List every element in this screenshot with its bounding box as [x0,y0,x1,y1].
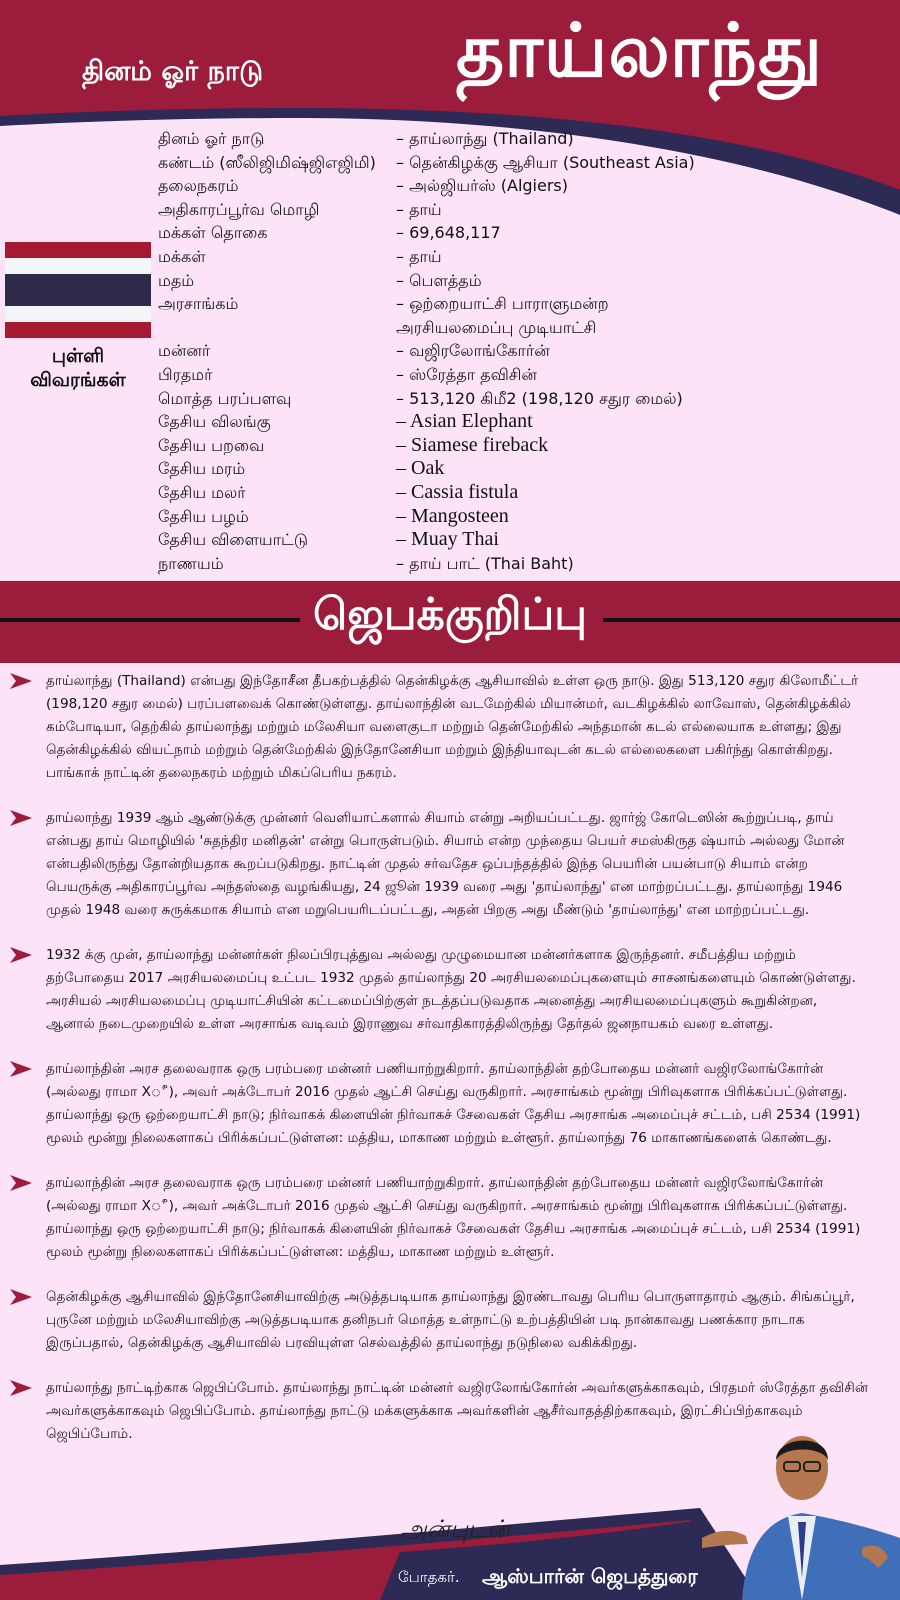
fact-value: – அல்ஜியர்ஸ் (Algiers) [396,176,568,196]
prayer-point [10,1172,870,1264]
prayer-point-text: தாய்லாந்தின் அரச தலைவராக ஒரு பரம்பரை மன்னர் பணியாற்றுகிறார். தாய்லாந்தின் தற்போதைய மன்னர் வஜிரலோங்கோர்ன் (அல்லது ராமா Xீ), அவர் அக்டோபர் 2016 முதல் ஆட்சி செய்து வருகிறார். அரசாங்கம் மூன்று பிரிவுகளாக பிரிக்கப்பட்டுள்ளது. தாய்லாந்து ஒரு ஒற்றையாட்சி நாடு; நிர்வாகக் கிளையின் நிர்வாகச் சேவைகள் தேசிய அரசாங்க அமைப்புச் சட்டம், பசி 2534 (1991) மூலம் மூன்று நிலைகளாகப் பிரிக்கப்பட்டுள்ளன: மத்திய, மாகாண மற்றும் உள்ளூர். தாய்லாந்து 76 மாகாணங்களைக் கொண்டது. [46,1061,861,1146]
fact-value: – தாய் பாட் (Thai Baht) [396,553,574,573]
prayer-point-text: தாய்லாந்தின் அரச தலைவராக ஒரு பரம்பரை மன்னர் பணியாற்றுகிறார். தாய்லாந்தின் தற்போதைய மன்னர் வஜிரலோங்கோர்ன் (அல்லது ராமா Xீ), அவர் அக்டோபர் 2016 முதல் ஆட்சி செய்து வருகிறார். அரசாங்கம் மூன்று பிரிவுகளாக பிரிக்கப்பட்டுள்ளது. தாய்லாந்து ஒரு ஒற்றையாட்சி நாடு; நிர்வாகக் கிளையின் நிர்வாகச் சேவைகள் தேசிய அரசாங்க அமைப்புச் சட்டம், பசி 2534 (1991) மூலம் மூன்று நிலைகளாகப் பிரிக்கப்பட்டுள்ளன: மத்திய, மாகாண மற்றும் உள்ளூர். [46,1175,861,1260]
fact-value: – Cassia fistula [396,480,519,503]
flag-stripe [5,258,151,274]
flag-stripe [5,242,151,258]
arrow-bullet-icon [10,673,32,689]
prayer-title: ஜெபக்குறிப்பு [312,589,587,640]
pastor-photo [702,1418,900,1600]
fact-row [158,528,898,552]
fact-row [158,221,898,245]
pastor-prefix: போதகர். [398,1568,460,1586]
prayer-point-text: தாய்லாந்து நாட்டிற்காக ஜெபிப்போம். தாய்லாந்து நாட்டின் மன்னர் வஜிரலோங்கோர்ன் அவர்களுக்காகவும், பிரதமர் ஸ்ரேத்தா தவிசின் அவர்களுக்காகவும் ஜெபிப்போம். தாய்லாந்து நாட்டு மக்களுக்காக அவர்களின் ஆசீர்வாதத்திற்காகவும், இரட்சிப்பிற்காகவும் ஜெபிப்போம். [46,1380,869,1442]
fact-value: – Oak [396,457,445,480]
fact-value: – தாய்லாந்து (Thailand) [396,129,574,148]
header-subtitle: தினம் ஓர் நாடு [82,56,264,87]
facts-label: புள்ளி விவரங்கள் [30,345,126,391]
fact-row [158,552,898,576]
fact-key: தினம் ஓர் நாடு [158,129,265,148]
fact-key: மதம் [158,270,195,290]
fact-key: மக்கள் தொகை [158,223,268,243]
pastor-name: ஆஸ்பார்ன் ஜெபத்துரை [482,1564,698,1588]
arrow-bullet-icon [10,1289,32,1305]
fact-value: – ஒற்றையாட்சி பாராளுமன்ற அரசியலமைப்பு முடியாட்சி [396,294,609,337]
fact-value: – தென்கிழக்கு ஆசியா (Southeast Asia) [396,152,695,172]
fact-key: தேசிய பழம் [158,506,249,526]
prayer-point [10,944,870,1036]
prayer-point-text: தென்கிழக்கு ஆசியாவில் இந்தோனேசியாவிற்கு அடுத்தபடியாக தாய்லாந்து இரண்டாவது பெரிய பொருளாதாரம் ஆகும். சிங்கப்பூர், புருனே மற்றும் மலேசியாவிற்கு அடுத்தபடியாக தனிநபர் மொத்த உள்நாட்டு உற்பத்தியின் படி நான்காவது பணக்கார நாடாக இருப்பதால், தென்கிழக்கு ஆசியாவில் பரவியுள்ள செல்வத்தில் தாய்லாந்து நடுநிலை வகிக்கிறது. [46,1289,855,1351]
prayer-point-text: 1932 க்கு முன், தாய்லாந்து மன்னர்கள் நிலப்பிரபுத்துவ அல்லது முழுமையான மன்னர்களாக இருந்தனர். சமீபத்திய மற்றும் தற்போதைய 2017 அரசியலமைப்பு உட்பட 1932 முதல் தாய்லாந்து 20 அரசியலமைப்புகளையும் சாசனங்களையும் கொண்டுள்ளது. அரசியல் அரசியலமைப்பு முடியாட்சியின் கட்டமைப்பிற்குள் நடத்தப்படுவதாக அனைத்து அரசியலமைப்புகளும் கூறுகின்றன, ஆனால் நடைமுறையில் உள்ள அரசாங்க வடிவம் இராணுவ சர்வாதிகாரத்திலிருந்து தேர்தல் ஜனநாயகம் வரை உள்ளது. [46,947,856,1032]
thailand-flag-icon [5,242,151,338]
prayer-heading-band [0,581,900,663]
fact-row [158,505,898,529]
flag-stripe [5,322,151,338]
fact-row [158,410,898,434]
fact-key: தேசிய விலங்கு [158,412,271,432]
country-title: தாய்லாந்து [456,8,824,94]
fact-value: – தாய் [396,199,442,219]
fact-value: – Asian Elephant [396,410,533,433]
fact-key: தேசிய பறவை [158,435,265,455]
arrow-bullet-icon [10,810,32,826]
fact-key: மன்னர் [158,341,211,361]
arrow-bullet-icon [10,1175,32,1191]
flag-stripe [5,274,151,306]
fact-row [158,481,898,505]
fact-key: கண்டம் (ஸீலிஜிமிஷ்ஜிஎஜிமி) [158,152,376,172]
fact-key: தேசிய மரம் [158,459,246,479]
fact-key: நாணயம் [158,553,224,573]
prayer-points [10,670,870,1468]
fact-row [158,245,898,269]
prayer-point [10,807,870,922]
fact-row [158,269,898,293]
fact-value: – பௌத்தம் [396,270,482,290]
arrow-bullet-icon [10,1061,32,1077]
fact-row [158,198,898,222]
fact-key: மக்கள் [158,246,206,266]
fact-key: அதிகாரப்பூர்வ மொழி [158,199,320,219]
facts-table [158,127,898,575]
fact-key: பிரதமர் [158,364,213,384]
fact-row [158,339,898,363]
arrow-bullet-icon [10,947,32,963]
fact-value: – 513,120 கிமீ2 (198,120 சதுர மைல்) [396,388,683,408]
fact-row [158,457,898,481]
prayer-point [10,670,870,785]
fact-row [158,434,898,458]
flag-stripe [5,306,151,322]
fact-key: தேசிய விளையாட்டு [158,530,308,550]
fact-row [158,292,898,339]
fact-key: மொத்த பரப்பளவு [158,388,292,408]
fact-value: – Siamese fireback [396,433,549,456]
fact-value: – தாய் [396,246,442,266]
prayer-point [10,1058,870,1150]
fact-row [158,127,898,151]
prayer-point-text: தாய்லாந்து (Thailand) என்பது இந்தோசீன தீபகற்பத்தில் தென்கிழக்கு ஆசியாவில் உள்ள ஒரு நாடு. இது 513,120 சதுர கிலோமீட்டர் (198,120 சதுர மைல்) பரப்பளவைக் கொண்டுள்ளது. தாய்லாந்தின் வடமேற்கில் மியான்மர், வடகிழக்கில் லாவோஸ், தென்கிழக்கில் கம்போடியா, தெற்கில் தாய்லாந்து மற்றும் மலேசியா வளைகுடா மற்றும் தென்மேற்கில் அந்தமான் கடல் எல்லையாக உள்ளது; இது தென்கிழக்கில் வியட்நாம் மற்றும் தென்மேற்கில் இந்தோனேசியா மற்றும் இந்தியாவுடன் கடல் எல்லைகளை பகிர்ந்து கொள்கிறது. பாங்காக் நாட்டின் தலைநகரம் மற்றும் மிகப்பெரிய நகரம். [46,673,859,781]
fact-value: – 69,648,117 [396,223,501,243]
prayer-point-text: தாய்லாந்து 1939 ஆம் ஆண்டுக்கு முன்னர் வெளியாட்களால் சியாம் என்று அறியப்பட்டது. ஜார்ஜ் கோடெஸின் கூற்றுப்படி, தாய் என்பது தாய் மொழியில் 'சுதந்திர மனிதன்' என்று பொருள்படும். சியாம் என்ற முந்தைய பெயர் சமஸ்கிருத ஷ்யாம் அல்லது மோன் என்பதிலிருந்து தோன்றியதாக கூறப்படுகிறது. நாட்டின் முதல் சர்வதேச ஒப்பந்தத்தில் இந்த பெயரின் பயன்பாடு சியாம் என்ற பெயருக்கு அதிகாரப்பூர்வ அந்தஸ்தை வழங்கியது, 24 ஜூன் 1939 வரை அது 'தாய்லாந்து' என மாற்றப்பட்டது. தாய்லாந்து 1946 முதல் 1948 வரை சுருக்கமாக சியாம் என மறுபெயரிடப்பட்டது, அதன் பிறகு அது மீண்டும் 'தாய்லாந்து' என மாற்றப்பட்டது. [46,810,845,918]
fact-row [158,151,898,175]
fact-value: – Mangosteen [396,504,509,527]
arrow-bullet-icon [10,1380,32,1396]
fact-row [158,387,898,411]
prayer-point [10,1286,870,1355]
fact-row [158,363,898,387]
fact-key: தேசிய மலர் [158,482,246,502]
fact-row [158,174,898,198]
fact-value: – வஜிரலோங்கோர்ன் [396,341,550,361]
fact-value: – Muay Thai [396,528,499,551]
fact-key: அரசாங்கம் [158,294,239,314]
fact-key: தலைநகரம் [158,176,239,196]
fact-value: – ஸ்ரேத்தா தவிசின் [396,364,537,384]
signature: அன்புடன் [400,1515,511,1543]
